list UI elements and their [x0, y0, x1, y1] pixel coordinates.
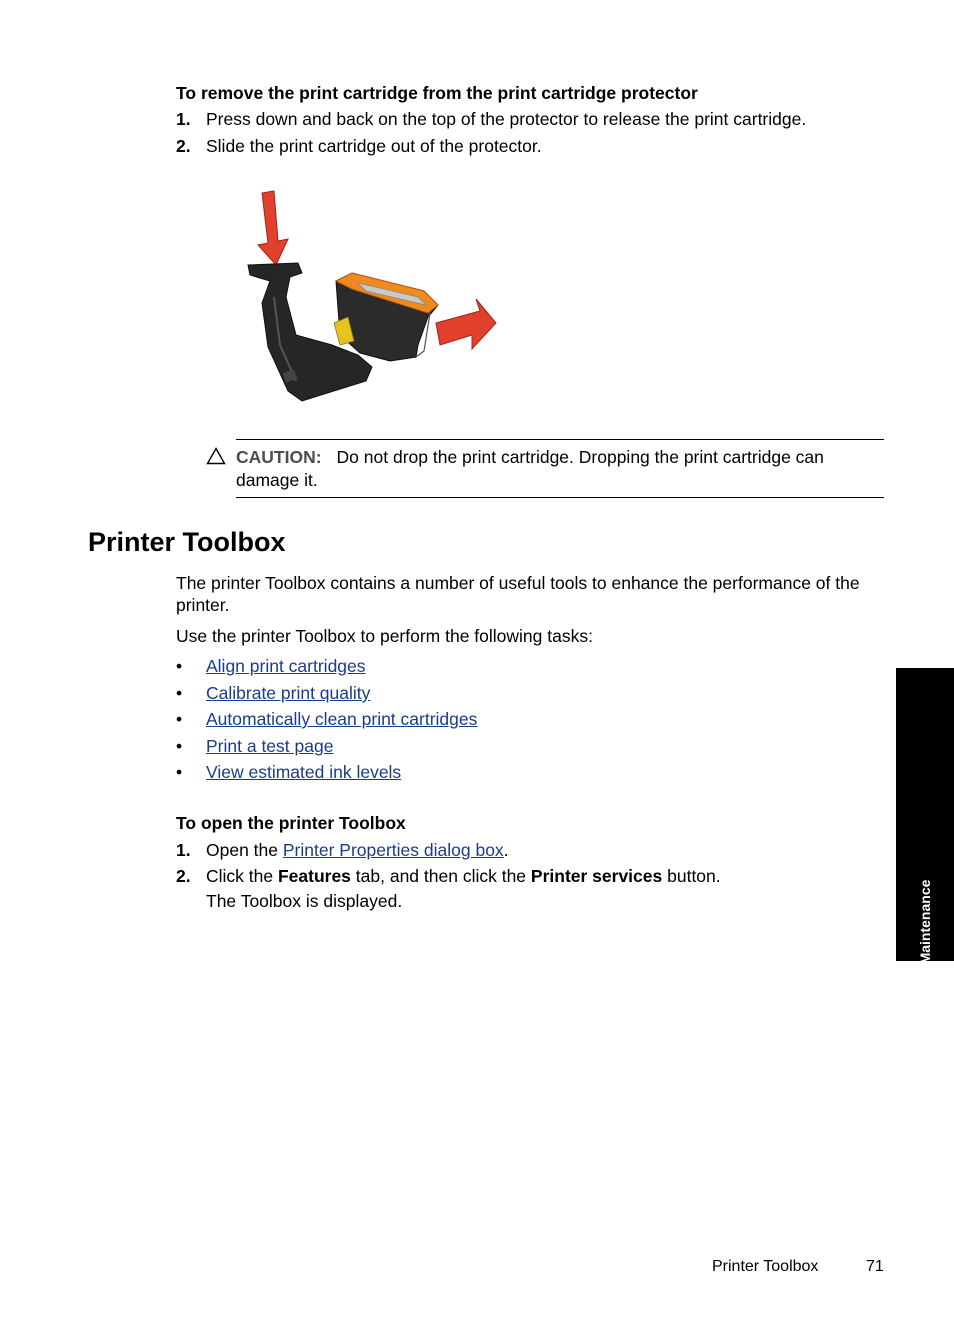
caution-triangle-icon [206, 447, 226, 465]
step-text-2: tab, and then click the [350, 866, 531, 886]
step-text [206, 865, 721, 887]
step-result: The Toolbox is displayed. [206, 891, 403, 911]
step-number: 2. [176, 136, 191, 156]
step-text-suffix: . [503, 840, 509, 860]
intro-line-2: printer. [176, 595, 230, 615]
step-number: 2. [176, 866, 191, 886]
footer-section-name: Printer Toolbox [712, 1258, 819, 1275]
printer-services-term: Printer services [530, 866, 663, 886]
caution-bottom-rule [236, 497, 884, 498]
caution-line-2: damage it. [236, 470, 318, 490]
procedure-heading-remove: To remove the print cartridge from the print cartridge protector [176, 83, 698, 103]
step-number: 1. [176, 109, 191, 129]
link-view-estimated-ink-levels[interactable]: View estimated ink levels [206, 762, 402, 782]
side-tab-label: Maintenance [917, 879, 933, 965]
link-print-test-page[interactable]: Print a test page [206, 736, 334, 756]
cartridge-shape [334, 273, 438, 361]
step-text-1: Click the [206, 866, 278, 886]
link-calibrate-print-quality[interactable]: Calibrate print quality [206, 683, 371, 703]
step-text: Slide the print cartridge out of the protector. [206, 136, 542, 156]
link-automatically-clean-cartridges[interactable]: Automatically clean print cartridges [206, 709, 478, 729]
intro-line-1: The printer Toolbox contains a number of useful tools to enhance the performance of the [176, 573, 860, 593]
step-text [206, 839, 509, 861]
link-align-print-cartridges[interactable]: Align print cartridges [206, 656, 366, 676]
bullet: • [176, 656, 183, 676]
step-number: 1. [176, 840, 191, 860]
link-printer-properties-dialog[interactable]: Printer Properties dialog box [282, 840, 504, 860]
bullet: • [176, 736, 183, 756]
caution-text: Do not drop the print cartridge. Dropping the print cartridge can [336, 447, 824, 467]
step-text: Press down and back on the top of the protector to release the print cartridge. [206, 109, 807, 129]
page-title: Printer Toolbox [88, 527, 286, 557]
side-chapter-tab [896, 668, 954, 965]
arrow-down-icon [258, 191, 288, 265]
features-tab-term: Features [277, 866, 351, 886]
tasks-intro: Use the printer Toolbox to perform the following tasks: [176, 626, 593, 646]
footer-page-number: 71 [866, 1258, 884, 1275]
step-text-3: button. [662, 866, 721, 886]
bullet: • [176, 709, 183, 729]
cartridge-protector-illustration [240, 185, 500, 410]
step-text-prefix: Open the [206, 840, 283, 860]
bullet: • [176, 762, 183, 782]
procedure-heading-open: To open the printer Toolbox [176, 813, 406, 833]
caution-top-rule [236, 439, 884, 440]
caution-line-1 [236, 446, 824, 468]
arrow-right-icon [436, 299, 496, 349]
caution-label: CAUTION: [236, 447, 322, 467]
bullet: • [176, 683, 183, 703]
